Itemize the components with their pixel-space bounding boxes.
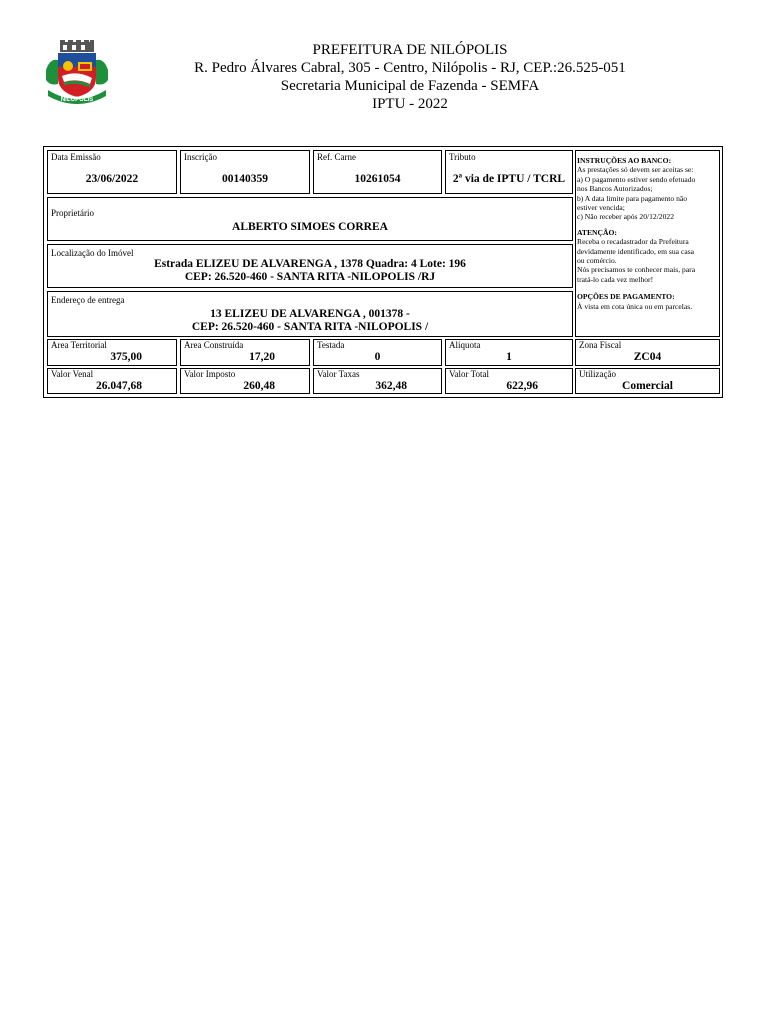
opcoes-pagamento-title: OPÇÕES DE PAGAMENTO: xyxy=(577,292,675,302)
valor-total-field xyxy=(445,368,573,394)
instrucoes-line: b) A data limite para pagamento não xyxy=(577,193,688,203)
testada-field xyxy=(313,339,442,366)
zona-fiscal-field xyxy=(575,339,720,366)
proprietario-field xyxy=(47,197,573,241)
valor-imposto-field xyxy=(180,368,310,394)
localizacao-line1: Estrada ELIZEU DE ALVARENGA , 1378 Quadra: 4 Lote: 196 xyxy=(154,258,466,270)
valor-imposto-value: 260,48 xyxy=(243,380,275,392)
testada-value: 0 xyxy=(374,351,381,363)
area-construida-value: 17,20 xyxy=(249,351,275,363)
instrucoes-line: As prestações só devem ser aceitas se: xyxy=(577,165,694,175)
ref-carne-field xyxy=(313,150,442,194)
tributo-field xyxy=(445,150,573,194)
ref-carne-value: 10261054 xyxy=(354,173,401,185)
document-header xyxy=(140,41,680,113)
area-territorial-field xyxy=(47,339,177,366)
atencao-line: devidamente identificado, em sua casa xyxy=(577,246,695,256)
localizacao-label: Localização do Imóvel xyxy=(51,248,134,258)
opcoes-pagamento-line: À vista em cota única ou em parcelas. xyxy=(577,301,693,311)
iptu-form xyxy=(43,146,723,398)
atencao-line: ou comércio. xyxy=(577,256,617,266)
prefeitura-coat-of-arms-logo xyxy=(44,40,110,106)
area-construida-field xyxy=(180,339,310,366)
aliquota-field xyxy=(445,339,573,366)
localizacao-line2: CEP: 26.520-460 - SANTA RITA -NILOPOLIS /RJ xyxy=(184,271,436,283)
endereco-entrega-field xyxy=(47,291,573,337)
proprietario-label: Proprietário xyxy=(51,208,94,218)
aliquota-value: 1 xyxy=(506,351,512,363)
tributo-label: Tributo xyxy=(449,152,476,162)
instrucoes-line: nos Bancos Autorizados; xyxy=(577,184,653,194)
header-secretaria: Secretaria Municipal de Fazenda - SEMFA xyxy=(280,78,540,94)
valor-taxas-field xyxy=(313,368,442,394)
inscricao-value: 00140359 xyxy=(222,173,268,185)
data-emissao-field xyxy=(47,150,177,194)
valor-total-label: Valor Total xyxy=(449,369,489,379)
header-address: R. Pedro Álvares Cabral, 305 - Centro, Nilópolis - RJ, CEP.:26.525-051 xyxy=(194,60,626,76)
instrucoes-line: c) Não receber após 20/12/2022 xyxy=(577,212,674,222)
valor-taxas-label: Valor Taxas xyxy=(317,369,360,379)
instrucoes-title: INSTRUÇÕES AO BANCO: xyxy=(577,156,672,165)
proprietario-value: ALBERTO SIMOES CORREA xyxy=(232,221,388,233)
testada-label: Testada xyxy=(317,340,345,350)
endereco-entrega-line2: CEP: 26.520-460 - SANTA RITA -NILOPOLIS / xyxy=(191,321,429,333)
atencao-line: Nós precisamos te conhecer mais, para xyxy=(577,265,696,275)
valor-taxas-value: 362,48 xyxy=(375,380,407,392)
aliquota-label: Alíquota xyxy=(449,340,481,350)
utilizacao-value: Comercial xyxy=(622,380,673,392)
atencao-line: tratá-lo cada vez melhor! xyxy=(577,274,654,284)
valor-venal-label: Valor Venal xyxy=(51,369,94,379)
data-emissao-label: Data Emissão xyxy=(51,152,101,162)
data-emissao-value: 23/06/2022 xyxy=(85,173,139,185)
zona-fiscal-label: Zona Fiscal xyxy=(579,340,622,350)
valor-imposto-label: Valor Imposto xyxy=(184,369,236,379)
zona-fiscal-value: ZC04 xyxy=(633,351,662,363)
header-title: PREFEITURA DE NILÓPOLIS xyxy=(312,42,508,58)
area-territorial-value: 375,00 xyxy=(110,351,142,363)
area-territorial-label: Area Territorial xyxy=(51,340,107,350)
inscricao-field xyxy=(180,150,310,194)
endereco-entrega-line1: 13 ELIZEU DE ALVARENGA , 001378 - xyxy=(210,308,410,320)
header-iptu-year: IPTU - 2022 xyxy=(372,96,448,112)
atencao-line: Receba o recadastrador da Prefeitura xyxy=(577,237,689,247)
ref-carne-label: Ref. Carne xyxy=(317,152,356,162)
utilizacao-field xyxy=(575,368,720,394)
instrucoes-text xyxy=(577,156,719,311)
area-construida-label: Area Construída xyxy=(184,340,244,350)
utilizacao-label: Utilização xyxy=(579,369,616,379)
tributo-value: 2ª via de IPTU / TCRL xyxy=(452,173,566,185)
valor-total-value: 622,96 xyxy=(506,380,538,392)
instrucoes-line: a) O pagamento estiver sendo efetuado xyxy=(577,174,696,184)
localizacao-field xyxy=(47,244,573,288)
atencao-title: ATENÇÃO: xyxy=(577,227,617,237)
endereco-entrega-label: Endereço de entrega xyxy=(51,295,125,305)
instrucoes-line: estiver vencida; xyxy=(577,203,625,213)
inscricao-label: Inscrição xyxy=(184,152,217,162)
valor-venal-value: 26.047,68 xyxy=(96,380,142,392)
logo-banner-text: NILOPOLIS xyxy=(60,97,94,103)
valor-venal-field xyxy=(47,368,177,394)
